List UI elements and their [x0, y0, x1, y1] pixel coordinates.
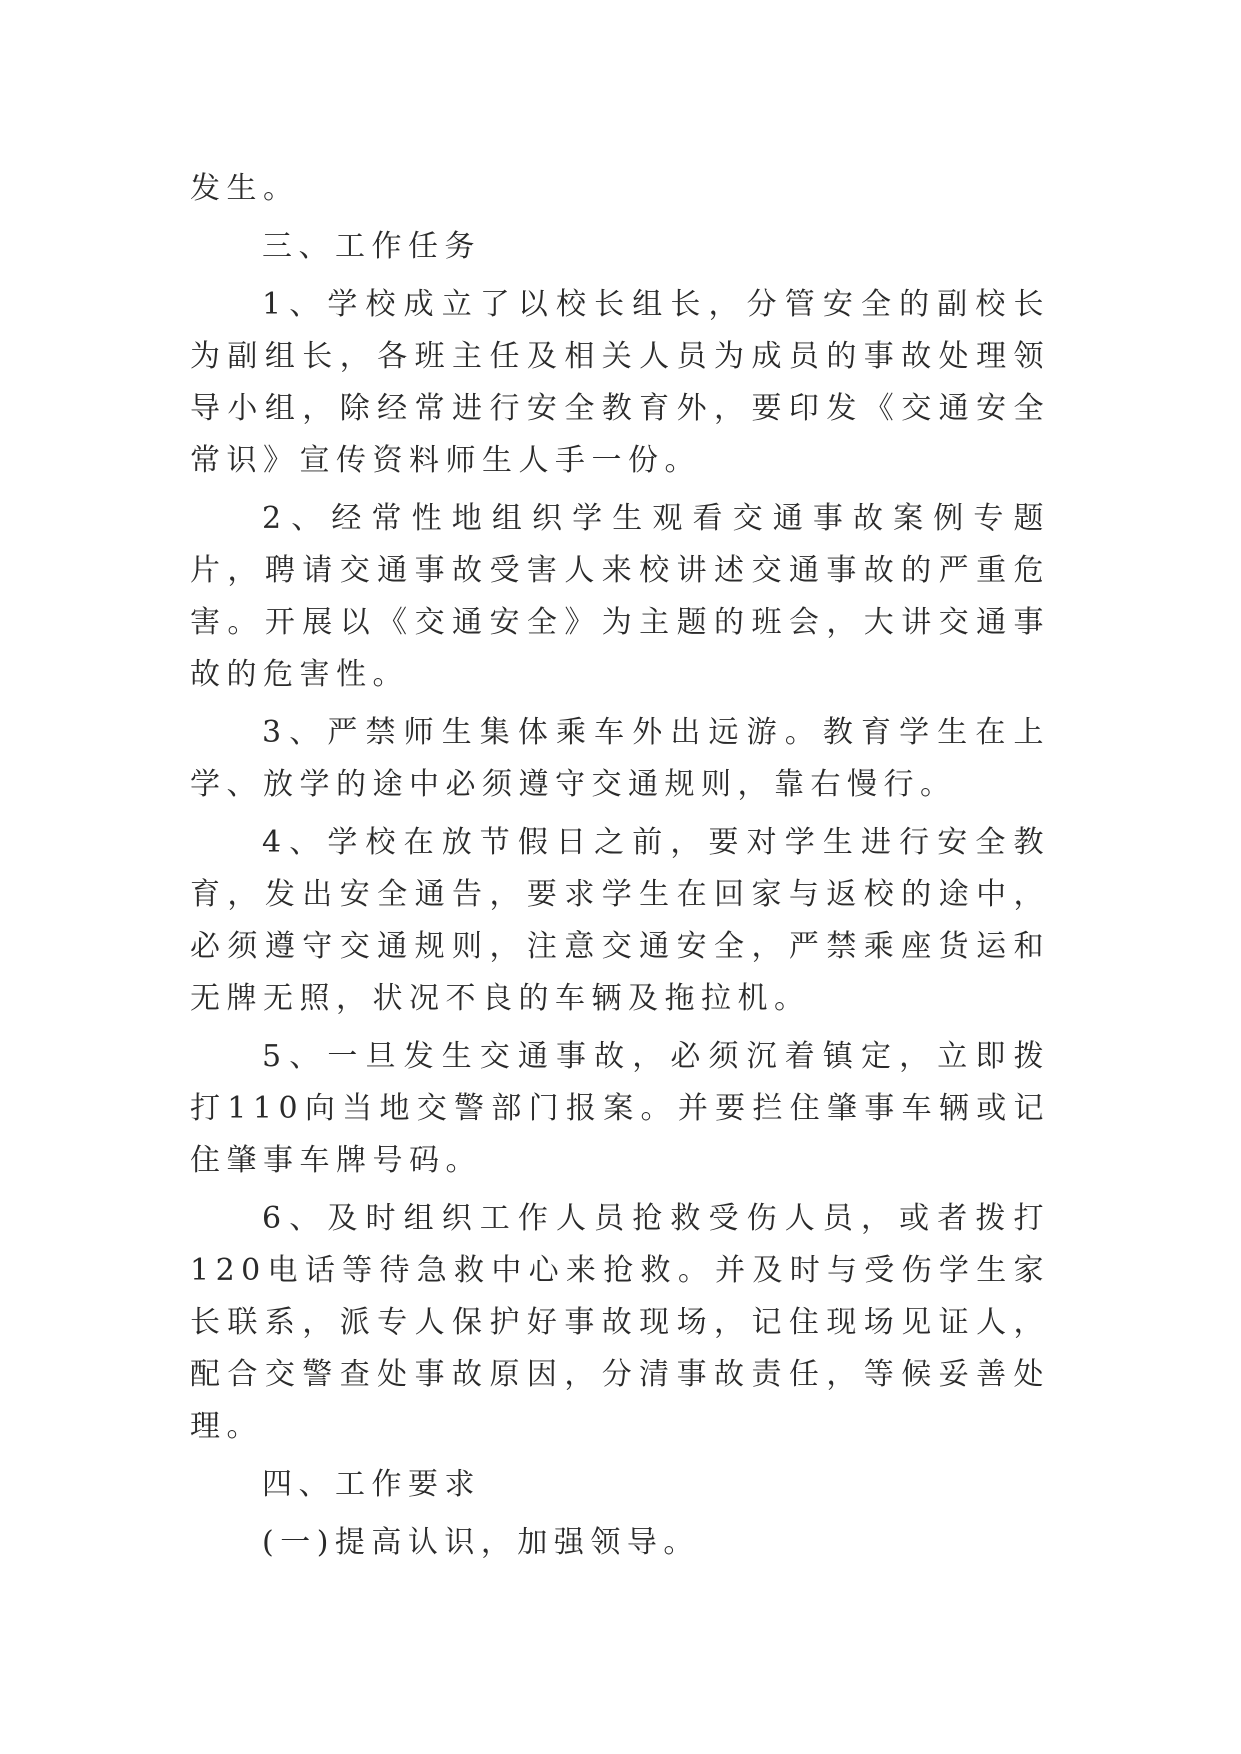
task-item-4: 4、学校在放节假日之前，要对学生进行安全教育，发出安全通告，要求学生在回家与返校的途中，必须遵守交通规则，注意交通安全，严禁乘座货运和无牌无照，状况不良的车辆及拖拉机。	[190, 825, 1050, 1016]
task-item-3: 3、严禁师生集体乘车外出远游。教育学生在上学、放学的途中必须遵守交通规则，靠右慢行。	[190, 715, 1050, 802]
document-body	[190, 163, 1050, 1569]
section-heading-requirements: 四、工作要求	[262, 1467, 481, 1502]
task-item-5: 5、一旦发生交通事故，必须沉着镇定，立即拨打110向当地交警部门报案。并要拦住肇事车辆或记住肇事车牌号码。	[190, 1039, 1050, 1178]
task-item-6: 6、及时组织工作人员抢救受伤人员，或者拨打120电话等待急救中心来抢救。并及时与受伤学生家长联系，派专人保护好事故现场，记住现场见证人，配合交警查处事故原因，分清事故责任，等候妥善处理。	[190, 1201, 1050, 1444]
paragraph-continuation: 发生。	[190, 171, 300, 206]
task-item-1: 1、学校成立了以校长组长，分管安全的副校长为副组长，各班主任及相关人员为成员的事故处理领导小组，除经常进行安全教育外，要印发《交通安全常识》宣传资料师生人手一份。	[190, 287, 1050, 478]
section-heading-tasks: 三、工作任务	[262, 229, 481, 264]
requirement-item-1: (一)提高认识，加强领导。	[262, 1525, 700, 1560]
task-item-2: 2、经常性地组织学生观看交通事故案例专题片，聘请交通事故受害人来校讲述交通事故的严重危害。开展以《交通安全》为主题的班会，大讲交通事故的危害性。	[190, 501, 1050, 692]
